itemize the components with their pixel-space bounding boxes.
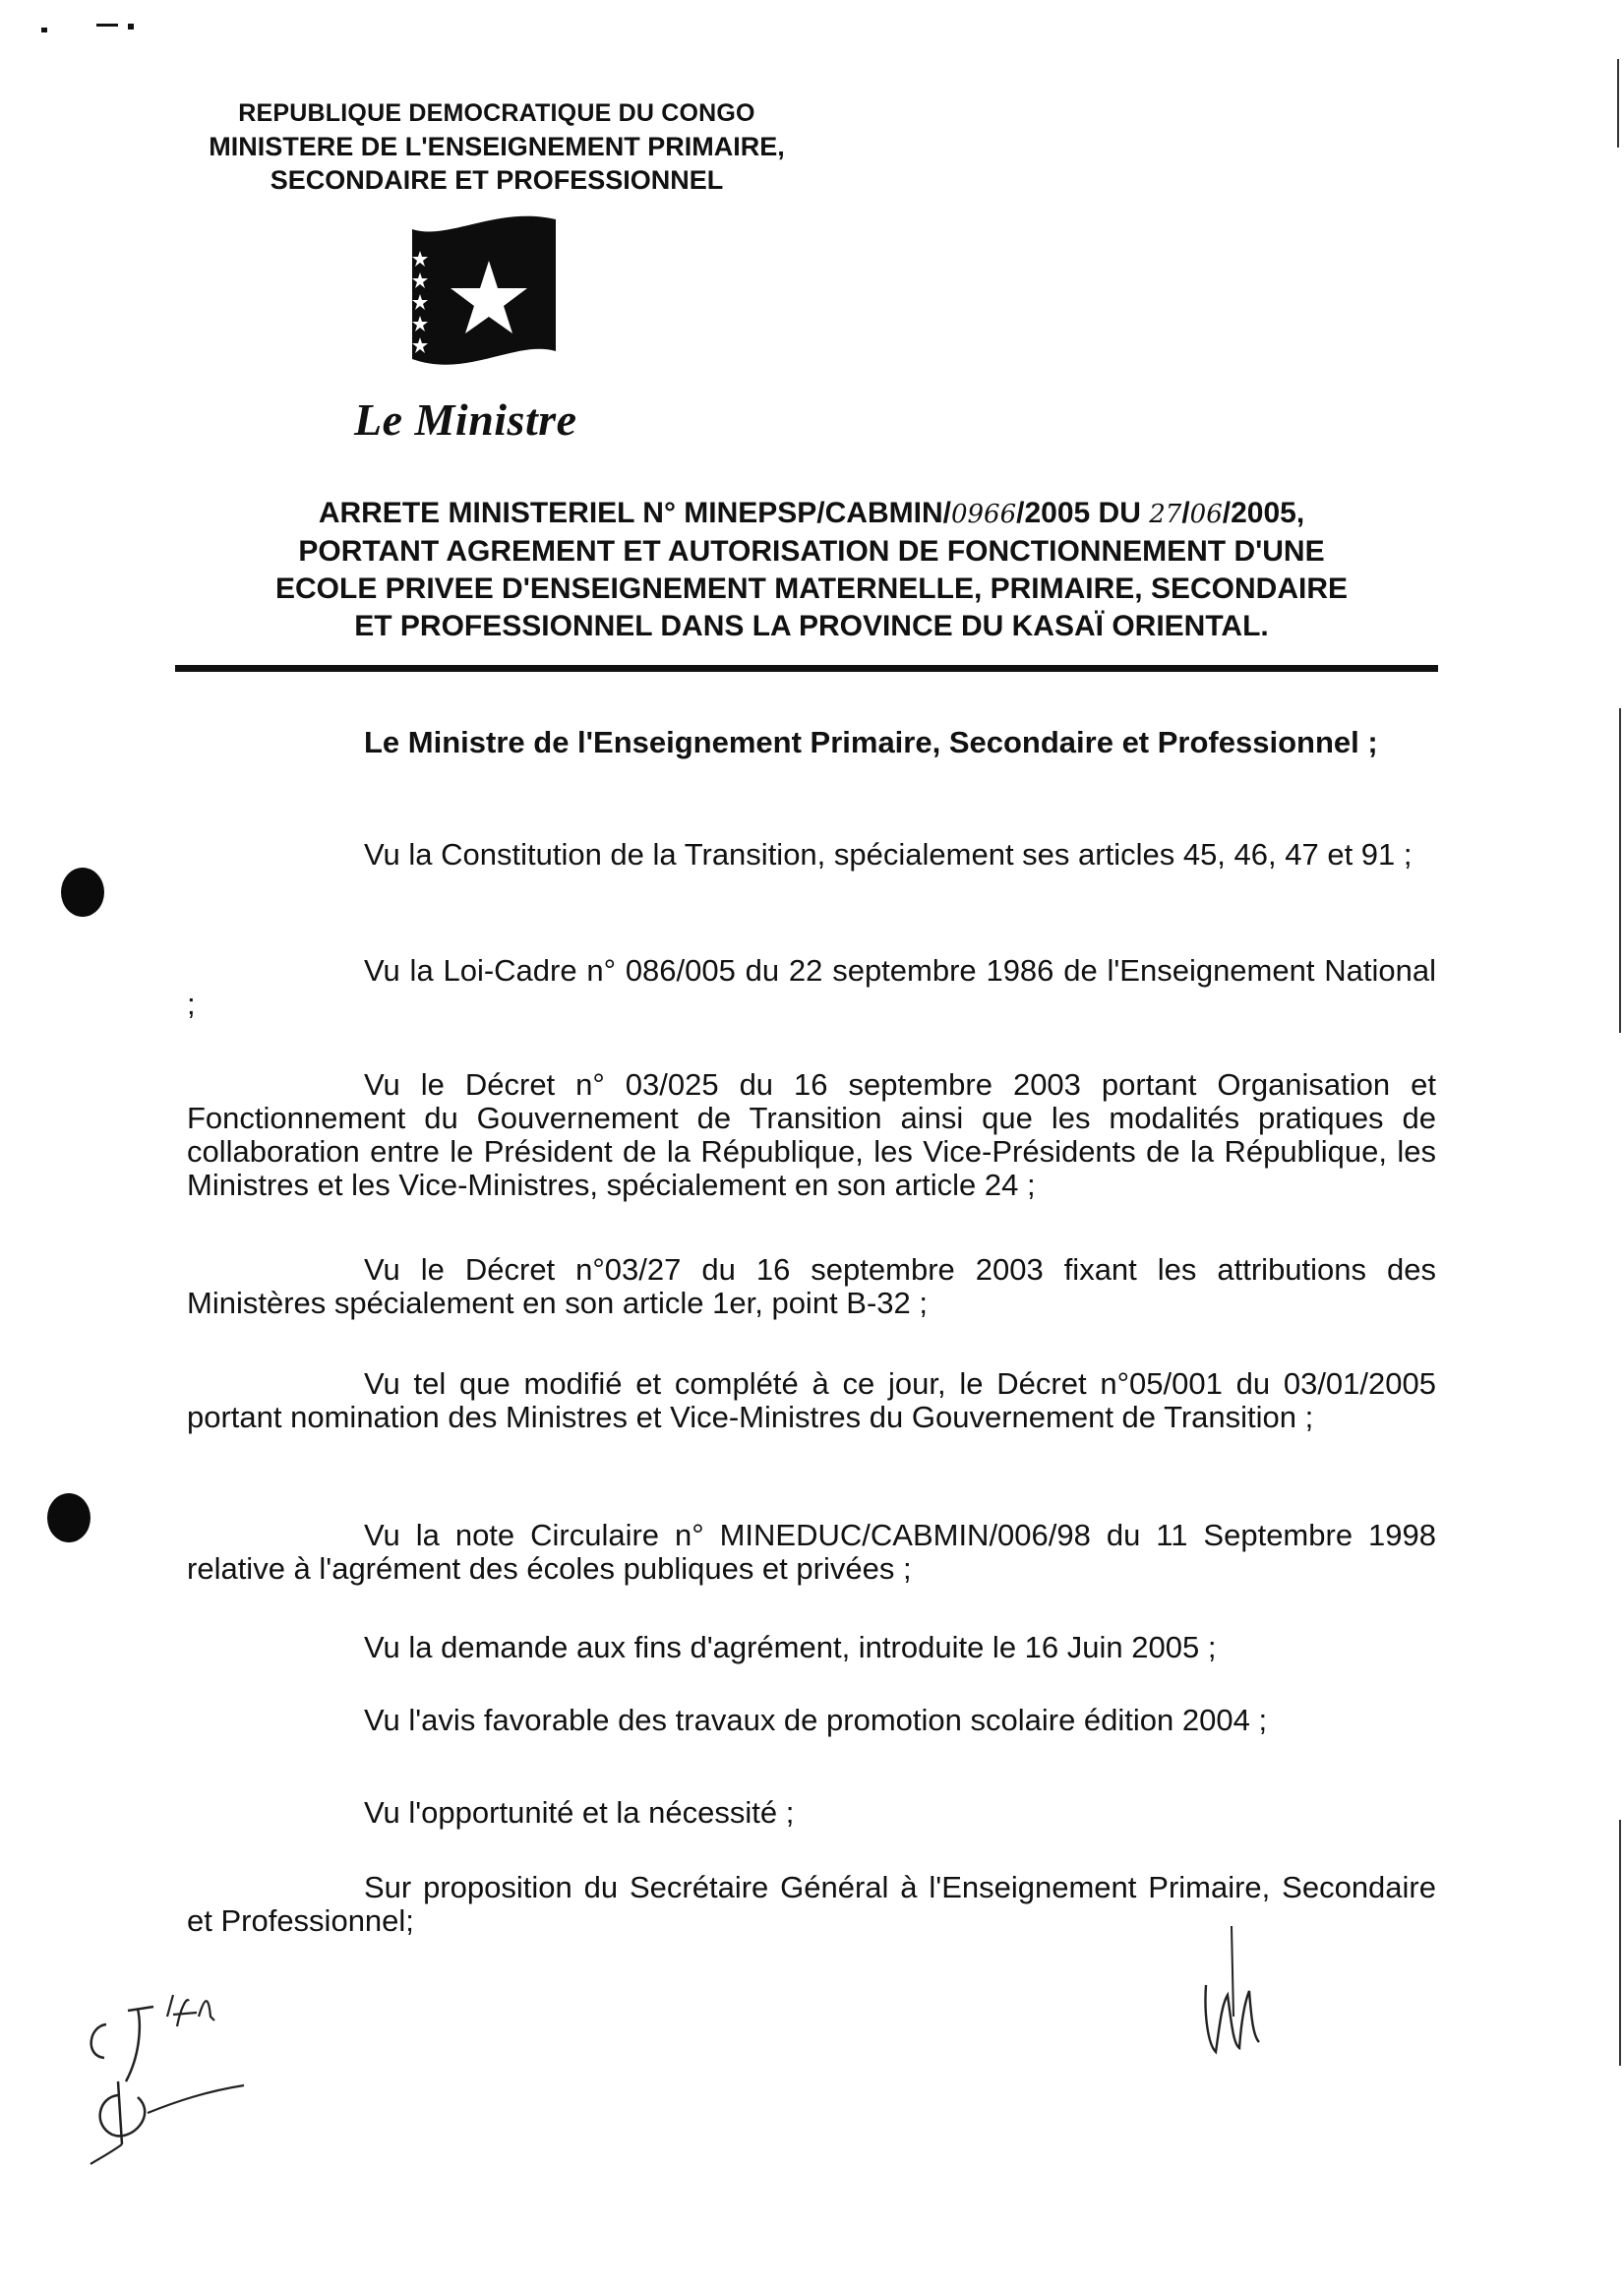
scan-edge-line — [1619, 1820, 1621, 2066]
intro-paragraph: Le Ministre de l'Enseignement Primaire, Secondaire et Professionnel ; — [364, 725, 1378, 759]
consideration-paragraph: Vu l'avis favorable des travaux de promotion scolaire édition 2004 ; — [364, 1703, 1268, 1737]
right-initials-signature — [1180, 1926, 1289, 2093]
ministry-line-1: MINISTERE DE L'ENSEIGNEMENT PRIMAIRE, — [209, 132, 785, 161]
decree-date-separator: / — [1181, 497, 1190, 529]
decree-prefix: ARRETE MINISTERIEL N° MINEPSP/CABMIN/ — [318, 497, 951, 529]
title-divider — [175, 665, 1438, 672]
document-header — [182, 96, 812, 197]
decree-number-handwritten: 0966 — [950, 500, 1017, 529]
decree-title-line-2: PORTANT AGREMENT ET AUTORISATION DE FONCTIONNEMENT D'UNE — [298, 535, 1325, 568]
consideration-paragraph: Vu la Constitution de la Transition, spécialement ses articles 45, 46, 47 et 91 ; — [364, 837, 1413, 872]
scan-speck — [128, 24, 134, 30]
decree-title-line-4: ET PROFESSIONNEL DANS LA PROVINCE DU KASAÏ ORIENTAL. — [354, 610, 1269, 642]
consideration-paragraph: Vu l'opportunité et la nécessité ; — [364, 1795, 795, 1830]
consideration-paragraph: Sur proposition du Secrétaire Général à l'Enseignement Primaire, Secondaire et Professionnel; — [187, 1870, 1436, 1938]
consideration-paragraph: Vu la Loi-Cadre n° 086/005 du 22 septembre 1986 de l'Enseignement National ; — [187, 953, 1436, 1021]
consideration-paragraph: Vu le Décret n°03/27 du 16 septembre 2003 fixant les attributions des Ministères spécialement en son article 1er, point B-32 ; — [187, 1252, 1436, 1320]
scan-edge-line — [1617, 59, 1619, 148]
consideration-paragraph: Vu tel que modifié et complété à ce jour, le Décret n°05/001 du 03/01/2005 portant nomination des Ministres et Vice-Ministres du Gouvernement de Transition ; — [187, 1366, 1436, 1434]
consideration-paragraph: Vu le Décret n° 03/025 du 16 septembre 2003 portant Organisation et Fonctionnement du Gouvernement de Transition ainsi que les modalités pratiques de collaboration entre le Président de la République, les Vice-Présidents de la République, les Ministres et les Vice-Ministres, spécialement en son article 24 ; — [187, 1067, 1436, 1202]
punch-hole — [61, 868, 104, 917]
ministry-line-2: SECONDAIRE ET PROFESSIONNEL — [270, 165, 724, 195]
decree-title — [172, 495, 1451, 645]
consideration-paragraph: Vu la note Circulaire n° MINEDUC/CABMIN/006/98 du 11 Septembre 1998 relative à l'agrément des écoles publiques et privées ; — [187, 1518, 1436, 1586]
scan-speck — [96, 24, 118, 27]
signatory-title: Le Ministre — [354, 394, 577, 445]
decree-mid: /2005 DU — [1016, 497, 1150, 529]
decree-title-line-3: ECOLE PRIVEE D'ENSEIGNEMENT MATERNELLE, PRIMAIRE, SECONDAIRE — [274, 572, 1349, 605]
scan-speck — [41, 28, 47, 32]
punch-hole — [47, 1493, 90, 1542]
decree-month-handwritten: 06 — [1189, 500, 1223, 529]
consideration-paragraph: Vu la demande aux fins d'agrément, introduite le 16 Juin 2005 ; — [364, 1630, 1217, 1664]
decree-day-handwritten: 27 — [1149, 500, 1182, 529]
decree-year: /2005, — [1222, 497, 1305, 529]
left-initials-signature — [79, 1987, 266, 2174]
decree-title-line-1 — [172, 495, 1451, 533]
scan-edge-line — [1619, 708, 1621, 1033]
country-name: REPUBLIQUE DEMOCRATIQUE DU CONGO — [238, 99, 755, 127]
flag-with-star-icon — [408, 211, 566, 389]
